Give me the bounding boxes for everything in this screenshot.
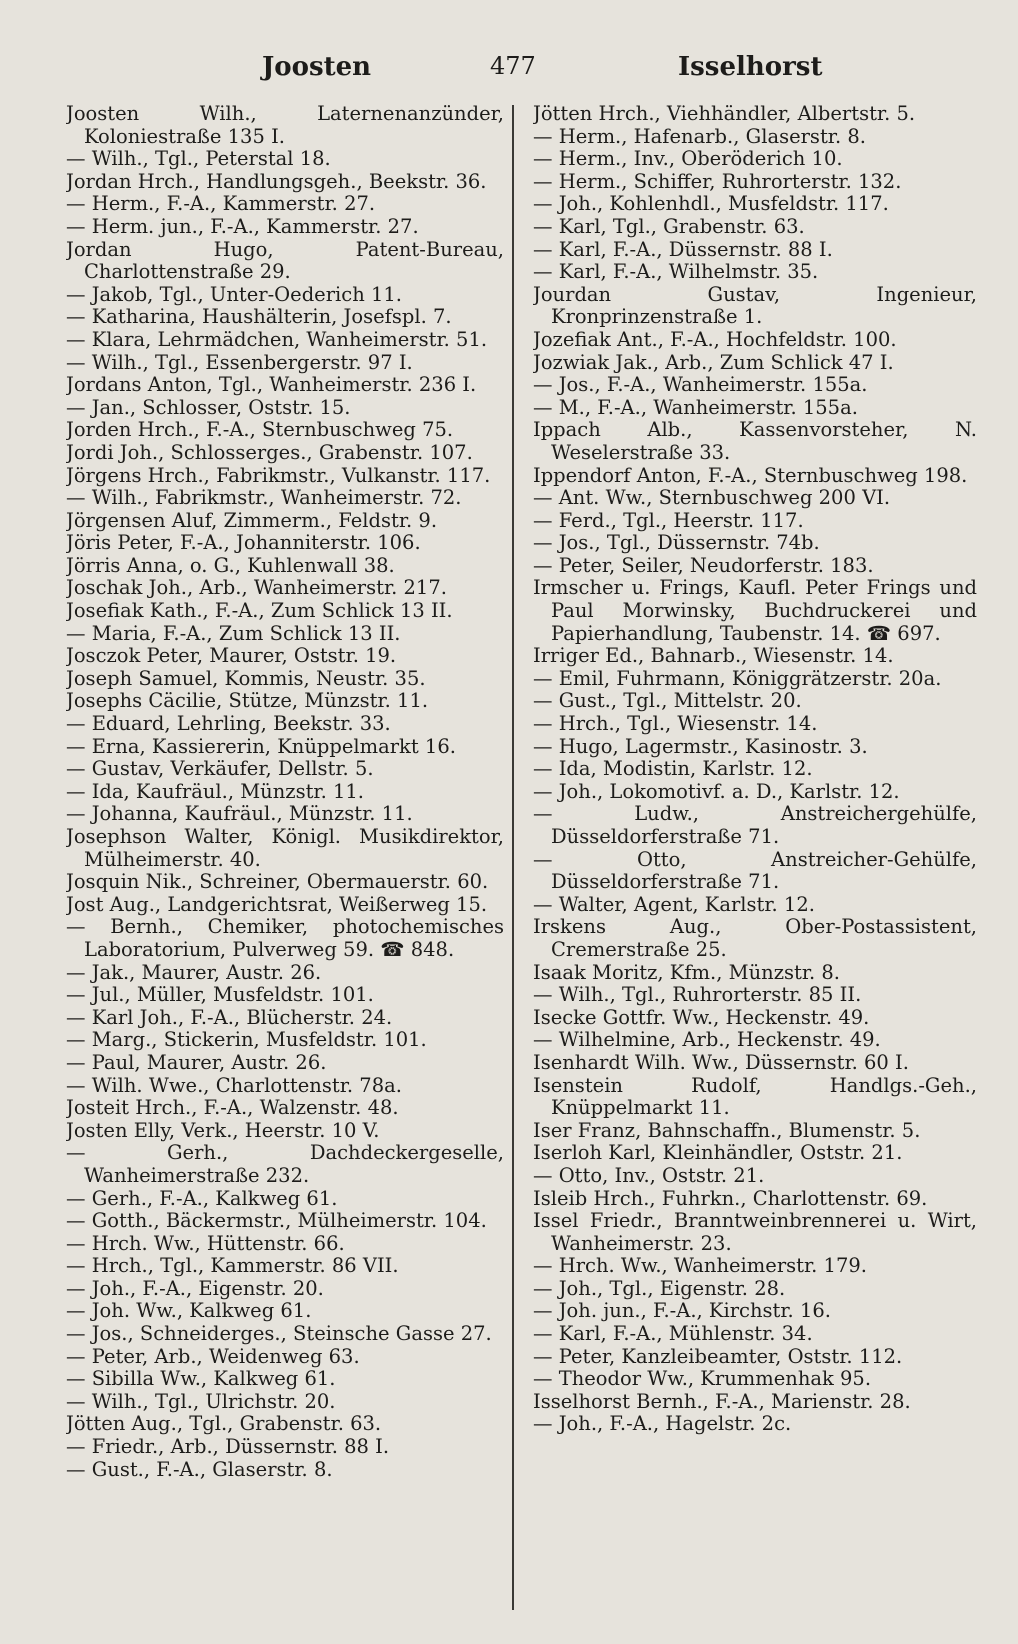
directory-entry: Jötten Aug., Tgl., Grabenstr. 63. [66,1413,382,1436]
directory-entry: — Marg., Stickerin, Musfeldstr. 101. [66,1029,427,1052]
directory-entry: — Eduard, Lehrling, Beekstr. 33. [66,713,391,736]
page-header [0,52,1018,88]
directory-entry: — Hrch. Ww., Wanheimerstr. 179. [533,1255,867,1278]
directory-entry: Irskens Aug., Ober-Postassistent, Cremerstraße 25. [533,916,977,961]
directory-entry: — Sibilla Ww., Kalkweg 61. [66,1368,336,1391]
directory-entry: — Wilh., Fabrikmstr., Wanheimerstr. 72. [66,487,462,510]
directory-entry: Jötten Hrch., Viehhändler, Albertstr. 5. [533,103,916,125]
directory-entry: — Ant. Ww., Sternbuschweg 200 VI. [533,487,891,510]
directory-entry: — Joh. Ww., Kalkweg 61. [66,1300,312,1323]
directory-entry: — Jakob, Tgl., Unter-Oederich 11. [66,283,402,306]
directory-entry: — Hrch. Ww., Hüttenstr. 66. [66,1232,345,1255]
directory-entry: Isaak Moritz, Kfm., Münzstr. 8. [533,961,841,984]
directory-entry: — Otto, Anstreicher-Gehülfe, Düsseldorferstraße 71. [533,848,977,894]
directory-entry: — Hrch., Tgl., Wiesenstr. 14. [533,713,818,736]
directory-entry: — Jan., Schlosser, Oststr. 15. [66,396,351,419]
directory-entry: Josczok Peter, Maurer, Oststr. 19. [66,645,397,668]
directory-entry: — Ida, Kaufräul., Münzstr. 11. [66,780,365,803]
directory-entry: Joschak Joh., Arb., Wanheimerstr. 217. [66,577,447,600]
directory-entry: — Hugo, Lagermstr., Kasinostr. 3. [533,735,868,758]
directory-entry: — Joh., Lokomotivf. a. D., Karlstr. 12. [533,780,900,803]
directory-entry: — Wilh., Tgl., Ulrichstr. 20. [66,1390,336,1413]
directory-entry: Jozefiak Ant., F.-A., Hochfeldstr. 100. [533,328,897,351]
directory-entry: — Theodor Ww., Krummenhak 95. [533,1368,872,1391]
directory-entry: — Jos., Schneiderges., Steinsche Gasse 27. [66,1323,492,1346]
directory-entry: — Peter, Arb., Weidenweg 63. [66,1345,360,1368]
directory-entry: — Joh., F.-A., Hagelstr. 2c. [533,1413,792,1436]
directory-entry: Jozwiak Jak., Arb., Zum Schlick 47 I. [533,351,894,374]
column-divider [512,105,514,1610]
directory-entry: Jordan Hugo, Patent-Bureau, Charlottenstraße 29. [66,238,504,284]
directory-entry: — Maria, F.-A., Zum Schlick 13 II. [66,622,401,645]
directory-entry: — Gotth., Bäckermstr., Mülheimerstr. 104. [66,1210,487,1233]
directory-entry: Josephson Walter, Königl. Musikdirektor, Mülheimerstr. 40. [66,826,504,871]
directory-entry: Irmscher u. Frings, Kaufl. Peter Frings und Paul Morwinsky, Buchdruckerei und Papierhandlung, Taubenstr. 14. ☎ 697. [533,577,977,645]
directory-entry: Jorden Hrch., F.-A., Sternbuschweg 75. [66,419,454,442]
directory-entry: — M., F.-A., Wanheimerstr. 155a. [533,396,858,419]
directory-entry: — Karl, F.-A., Mühlenstr. 34. [533,1323,813,1346]
directory-entry: Irriger Ed., Bahnarb., Wiesenstr. 14. [533,645,894,668]
directory-entry: Jörgensen Aluf, Zimmerm., Feldstr. 9. [66,509,438,532]
directory-entry: — Wilh., Tgl., Peterstal 18. [66,148,331,171]
directory-entry: — Walter, Agent, Karlstr. 12. [533,893,815,916]
directory-entry: — Herm., Hafenarb., Glaserstr. 8. [533,125,866,148]
directory-entry: — Erna, Kassiererin, Knüppelmarkt 16. [66,735,456,758]
directory-entry: Joseph Samuel, Kommis, Neustr. 35. [66,667,426,690]
directory-entry: — Ludw., Anstreichergehülfe, Düsseldorferstraße 71. [533,803,977,848]
right-column [533,103,977,1436]
directory-entry: Issel Friedr., Branntweinbrennerei u. Wirt, Wanheimerstr. 23. [533,1210,977,1255]
directory-entry: Jordans Anton, Tgl., Wanheimerstr. 236 I. [66,374,477,397]
directory-entry: — Wilhelmine, Arb., Heckenstr. 49. [533,1029,881,1052]
directory-entry: — Joh. jun., F.-A., Kirchstr. 16. [533,1300,831,1323]
directory-entry: — Joh., F.-A., Eigenstr. 20. [66,1277,324,1300]
directory-entry: — Bernh., Chemiker, photochemisches Laboratorium, Pulverweg 59. ☎ 848. [66,916,504,961]
directory-entry: — Peter, Seiler, Neudorferstr. 183. [533,554,874,577]
directory-entry: — Herm., Schiffer, Ruhrorterstr. 132. [533,170,902,193]
directory-entry: Josephs Cäcilie, Stütze, Münzstr. 11. [66,690,429,713]
directory-entry: — Wilh., Tgl., Ruhrorterstr. 85 II. [533,984,862,1007]
directory-entry: — Peter, Kanzleibeamter, Oststr. 112. [533,1345,903,1368]
directory-entry: Jörgens Hrch., Fabrikmstr., Vulkanstr. 117. [66,464,491,487]
directory-entry: — Wilh., Tgl., Essenbergerstr. 97 I. [66,351,413,374]
directory-entry: Iserloh Karl, Kleinhändler, Oststr. 21. [533,1142,903,1165]
directory-entry: Joosten Wilh., Laternenanzünder, Koloniestraße 135 I. [66,103,504,148]
directory-entry: — Jos., F.-A., Wanheimerstr. 155a. [533,374,868,397]
directory-entry: Isenhardt Wilh. Ww., Düssernstr. 60 I. [533,1051,909,1074]
directory-entry: Ippendorf Anton, F.-A., Sternbuschweg 198. [533,464,968,487]
directory-entry: Jost Aug., Landgerichtsrat, Weißerweg 15. [66,893,488,916]
directory-entry: Jöris Peter, F.-A., Johanniterstr. 106. [66,532,421,555]
directory-entry: Josquin Nik., Schreiner, Obermauerstr. 60. [66,871,489,894]
page-number: 477 [490,52,536,80]
directory-entry: — Klara, Lehrmädchen, Wanheimerstr. 51. [66,328,488,351]
running-head-right: Isselhorst [678,52,823,82]
directory-entry: — Gustav, Verkäufer, Dellstr. 5. [66,758,374,781]
directory-entry: Josefiak Kath., F.-A., Zum Schlick 13 II. [66,600,453,623]
directory-entry: Ippach Alb., Kassenvorsteher, N. Weselerstraße 33. [533,419,977,464]
directory-entry: Isselhorst Bernh., F.-A., Marienstr. 28. [533,1390,911,1413]
directory-entry: — Joh., Kohlenhdl., Musfeldstr. 117. [533,193,889,216]
directory-entry: Isecke Gottfr. Ww., Heckenstr. 49. [533,1006,870,1029]
directory-entry: — Gust., Tgl., Mittelstr. 20. [533,690,802,713]
directory-entry: — Paul, Maurer, Austr. 26. [66,1051,327,1074]
directory-entry: — Gerh., Dachdeckergeselle, Wanheimerstraße 232. [66,1142,504,1187]
directory-entry: — Joh., Tgl., Eigenstr. 28. [533,1277,786,1300]
directory-entry: Jordan Hrch., Handlungsgeh., Beekstr. 36. [66,170,487,193]
directory-entry: Josten Elly, Verk., Heerstr. 10 V. [66,1119,380,1142]
directory-entry: — Jak., Maurer, Austr. 26. [66,961,322,984]
directory-entry: — Otto, Inv., Oststr. 21. [533,1164,765,1187]
running-head-left: Joosten [262,52,372,82]
directory-entry: Isleib Hrch., Fuhrkn., Charlottenstr. 69. [533,1187,928,1210]
left-column [66,103,504,1481]
directory-entry: — Herm., Inv., Oberöderich 10. [533,148,843,171]
directory-entry: — Herm. jun., F.-A., Kammerstr. 27. [66,215,419,238]
directory-entry: Jordi Joh., Schlosserges., Grabenstr. 107. [66,441,473,464]
directory-entry: — Hrch., Tgl., Kammerstr. 86 VII. [66,1255,399,1278]
directory-entry: — Johanna, Kaufräul., Münzstr. 11. [66,803,413,826]
directory-entry: Iser Franz, Bahnschaffn., Blumenstr. 5. [533,1119,921,1142]
directory-entry: — Karl, F.-A., Wilhelmstr. 35. [533,261,819,284]
directory-entry: Jourdan Gustav, Ingenieur, Kronprinzenstraße 1. [533,283,977,329]
directory-entry: Isenstein Rudolf, Handlgs.-Geh., Knüppelmarkt 11. [533,1074,977,1120]
directory-entry: — Jul., Müller, Musfeldstr. 101. [66,984,374,1007]
directory-entry: Jörris Anna, o. G., Kuhlenwall 38. [66,554,395,577]
directory-entry: — Karl, Tgl., Grabenstr. 63. [533,215,805,238]
directory-entry: — Friedr., Arb., Düssernstr. 88 I. [66,1436,390,1459]
directory-entry: — Wilh. Wwe., Charlottenstr. 78a. [66,1074,402,1097]
directory-entry: — Karl, F.-A., Düssernstr. 88 I. [533,238,833,261]
directory-entry: — Katharina, Haushälterin, Josefspl. 7. [66,306,452,329]
directory-entry: — Jos., Tgl., Düssernstr. 74b. [533,532,820,555]
directory-entry: — Ida, Modistin, Karlstr. 12. [533,758,813,781]
directory-entry: — Karl Joh., F.-A., Blücherstr. 24. [66,1006,393,1029]
directory-entry: — Herm., F.-A., Kammerstr. 27. [66,193,376,216]
directory-entry: Josteit Hrch., F.-A., Walzenstr. 48. [66,1097,399,1120]
directory-entry: — Ferd., Tgl., Heerstr. 117. [533,509,804,532]
directory-entry: — Emil, Fuhrmann, Königgrätzerstr. 20a. [533,667,942,690]
directory-entry: — Gust., F.-A., Glaserstr. 8. [66,1458,333,1481]
directory-entry: — Gerh., F.-A., Kalkweg 61. [66,1187,338,1210]
